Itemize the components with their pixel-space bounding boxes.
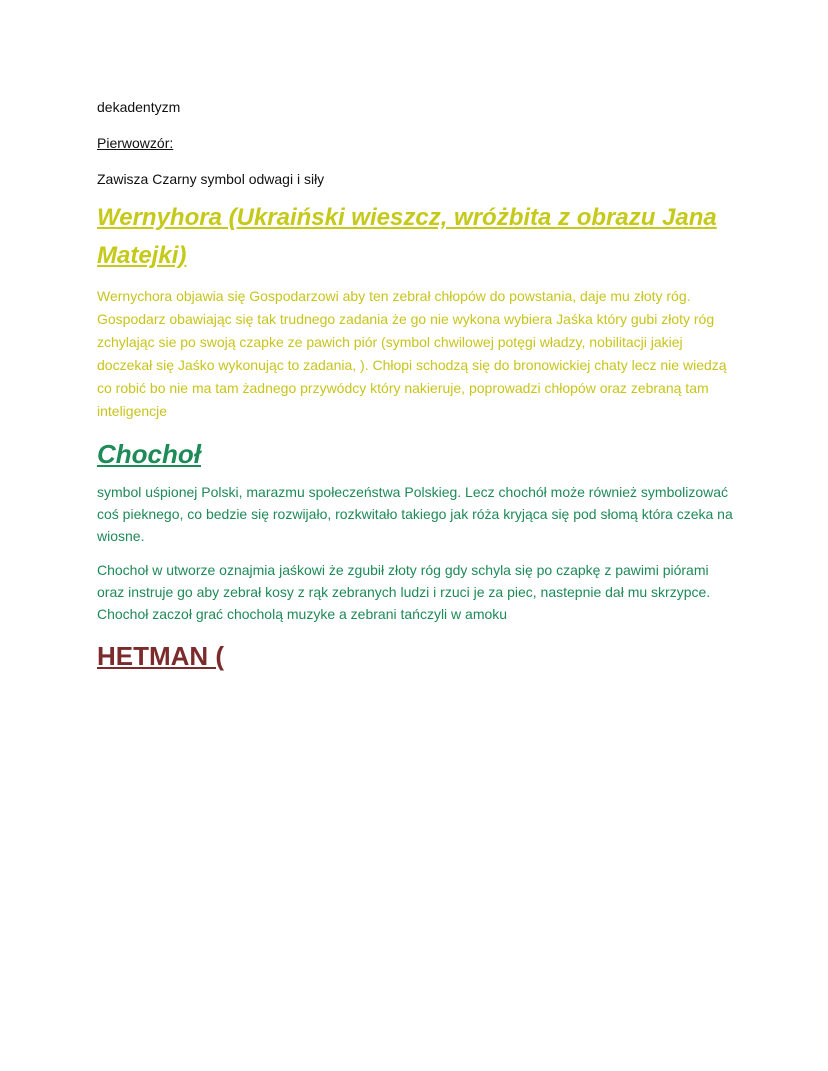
term-dekadentyzm: dekadentyzm: [97, 99, 181, 115]
wernyhora-paragraph: Wernychora objawia się Gospodarzowi aby ten zebrał chłopów do powstania, daje mu złoty róg. Gospodarz obawiając się tak trudnego zadania że go nie wykona wybiera Jaśka który gubi złoty róg zchylając sie po swoją czapke ze pawich piór (symbol chwilowej potęgi władzy, nobilitacji jakiej doczekał się Jaśko wykonując to zadania, ). Chłopi schodzą się do bronowickiej chaty lecz nie wiedzą co robić bo nie ma tam żadnego przywódcy który nakieruje, poprowadzi chłopów oraz zebraną tam inteligencje: [97, 288, 727, 419]
chochol-paragraph-2: Chochoł w utworze oznajmia jaśkowi że zgubił złoty róg gdy schyla się po czapkę z pawimi piórami oraz instruje go aby zebrał kosy z rąk zebranych ludzi i rzuci je za piec, nastepnie dał mu skrzypce. Chochoł zaczoł grać chocholą muzyke a zebrani tańczyli w amoku: [97, 562, 711, 622]
zawisza-note: Zawisza Czarny symbol odwagi i siły: [97, 171, 325, 187]
chochol-heading: Chochoł: [97, 439, 201, 469]
hetman-heading: HETMAN (: [97, 641, 225, 671]
document-content: [97, 97, 737, 675]
chochol-paragraph-1: symbol uśpionej Polski, marazmu społeczeństwa Polskieg. Lecz chochół może również symbolizować coś pieknego, co bedzie się rozwijało, rozkwitało takiego jak róża kryjąca się pod słomą która czeka na wiosne.: [97, 484, 733, 544]
label-pierwowzor: Pierwowzór:: [97, 135, 174, 151]
wernyhora-heading: Wernyhora (Ukraiński wieszcz, wróżbita z obrazu Jana Matejki): [97, 204, 717, 269]
